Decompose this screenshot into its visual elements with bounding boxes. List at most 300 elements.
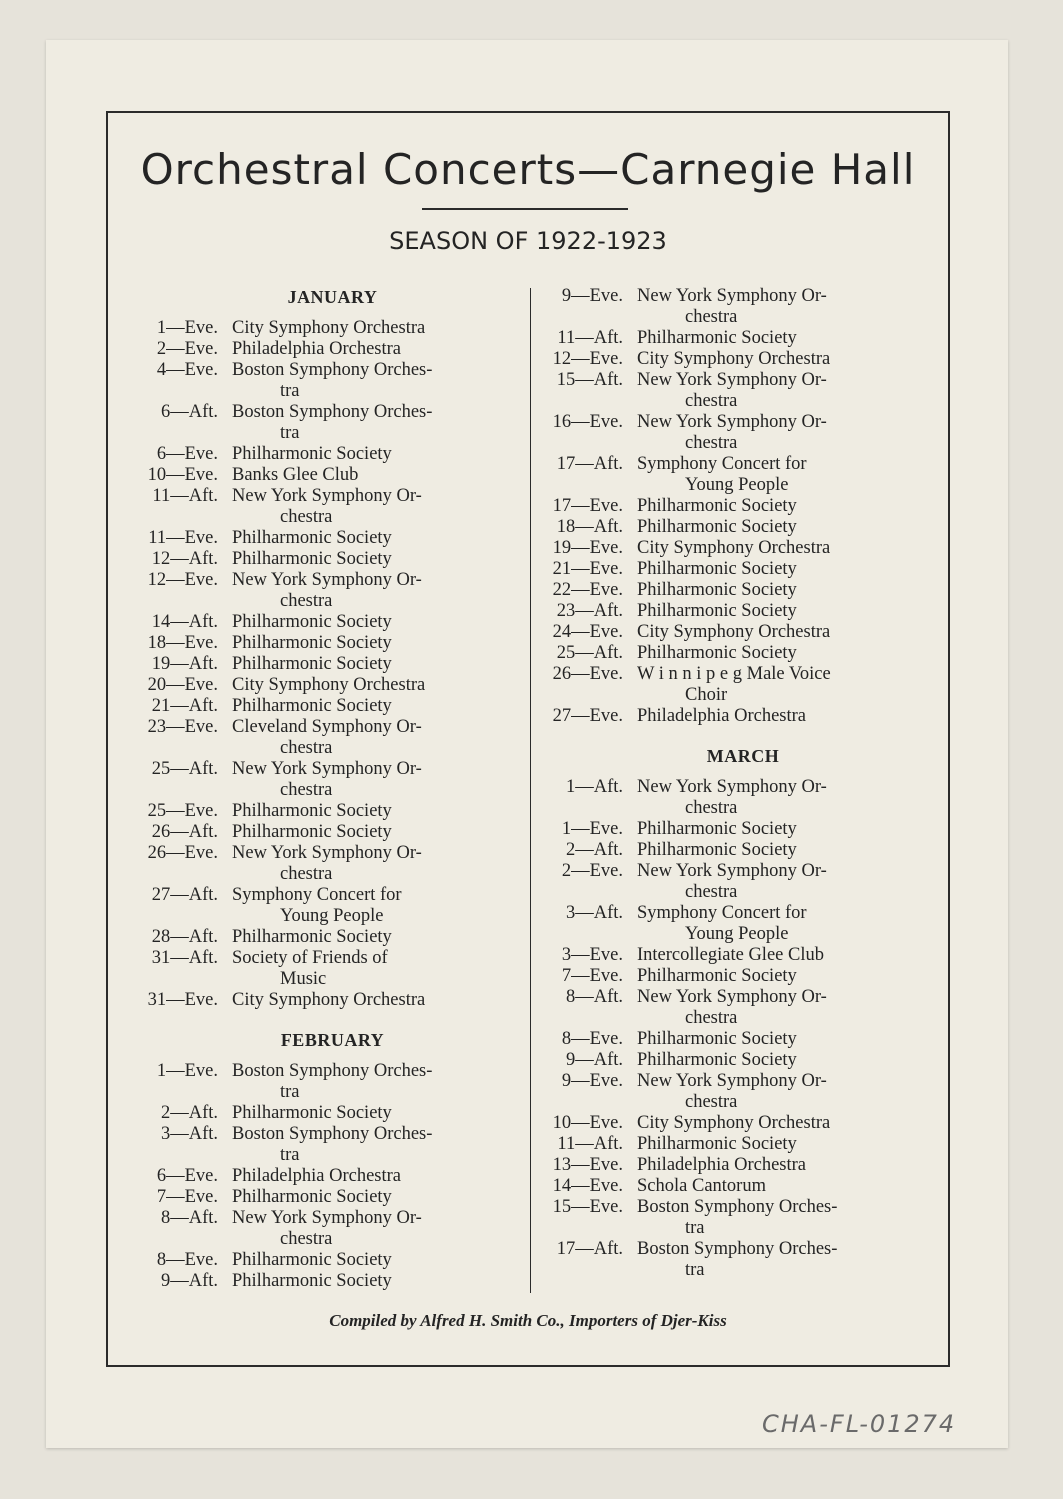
entry-date: 27—Aft. <box>151 885 218 905</box>
performer-name: New York Symphony Or- <box>232 759 422 779</box>
entry-date: 28—Aft. <box>151 927 218 947</box>
schedule-entry <box>120 633 525 654</box>
schedule-entry <box>120 465 525 486</box>
schedule-entry <box>534 1029 932 1050</box>
schedule-entry <box>534 1176 932 1197</box>
entry-performer <box>637 643 932 664</box>
entry-date: 31—Eve. <box>147 990 218 1010</box>
entry-date: 9—Aft. <box>565 1050 623 1070</box>
performer-name-continued: chestra <box>280 738 333 758</box>
entry-date: 6—Eve. <box>156 444 218 464</box>
entry-performer <box>637 903 932 945</box>
schedule-entry <box>120 612 525 633</box>
entry-date: 26—Aft. <box>151 822 218 842</box>
performer-name-continued: chestra <box>280 1229 333 1249</box>
entry-date: 2—Aft. <box>160 1103 218 1123</box>
entry-date: 26—Eve. <box>552 664 623 684</box>
performer-name: Philharmonic Society <box>232 927 392 947</box>
schedule-entry <box>534 777 932 819</box>
schedule-entry <box>120 696 525 717</box>
schedule-entry <box>120 885 525 927</box>
performer-name: Philharmonic Society <box>637 966 797 986</box>
performer-name: Philharmonic Society <box>637 643 797 663</box>
schedule-entry <box>120 570 525 612</box>
schedule-entry <box>534 1113 932 1134</box>
performer-name: Schola Cantorum <box>637 1176 766 1196</box>
schedule-entry <box>120 1124 525 1166</box>
performer-name: Philadelphia Orchestra <box>637 706 807 726</box>
schedule-entry <box>120 339 525 360</box>
entry-performer <box>637 538 932 559</box>
schedule-entry <box>120 1250 525 1271</box>
schedule-entry <box>534 861 932 903</box>
performer-name-continued: chestra <box>685 433 738 453</box>
entry-performer <box>232 885 525 927</box>
entry-performer <box>637 966 932 987</box>
schedule-entry <box>534 1197 932 1239</box>
entry-date: 21—Aft. <box>151 696 218 716</box>
entry-performer <box>232 486 525 528</box>
entry-date: 21—Eve. <box>552 559 623 579</box>
schedule-entry <box>534 286 932 328</box>
entry-date: 23—Aft. <box>556 601 623 621</box>
entry-performer <box>232 1187 525 1208</box>
entry-date: 20—Eve. <box>147 675 218 695</box>
entry-date: 22—Eve. <box>552 580 623 600</box>
entry-date: 8—Aft. <box>160 1208 218 1228</box>
entry-performer <box>232 612 525 633</box>
performer-name: New York Symphony Or- <box>637 987 827 1007</box>
entry-performer <box>232 549 525 570</box>
schedule-entry <box>534 840 932 861</box>
entry-performer <box>637 601 932 622</box>
schedule-entry <box>120 948 525 990</box>
schedule-entry <box>534 987 932 1029</box>
entry-performer <box>232 717 525 759</box>
entry-performer <box>232 948 525 990</box>
schedule-entry <box>534 496 932 517</box>
entry-date: 11—Eve. <box>148 528 218 548</box>
january-list <box>120 318 525 1011</box>
entry-performer <box>232 801 525 822</box>
entry-performer <box>637 840 932 861</box>
entry-date: 12—Aft. <box>151 549 218 569</box>
performer-name-continued: chestra <box>280 591 333 611</box>
performer-name: Banks Glee Club <box>232 465 359 485</box>
schedule-entry <box>120 990 525 1011</box>
performer-name: Boston Symphony Orches- <box>637 1197 838 1217</box>
schedule-entry <box>120 318 525 339</box>
performer-name: New York Symphony Or- <box>232 843 422 863</box>
entry-performer <box>232 927 525 948</box>
entry-date: 3—Eve. <box>561 945 623 965</box>
entry-date: 17—Eve. <box>552 496 623 516</box>
schedule-entry <box>120 717 525 759</box>
performer-name-continued: chestra <box>685 391 738 411</box>
entry-date: 8—Eve. <box>156 1250 218 1270</box>
entry-performer <box>232 402 525 444</box>
entry-date: 3—Aft. <box>160 1124 218 1144</box>
entry-date: 31—Aft. <box>151 948 218 968</box>
performer-name: New York Symphony Or- <box>637 286 827 306</box>
performer-name: Philharmonic Society <box>637 328 797 348</box>
schedule-entry <box>120 927 525 948</box>
performer-name: City Symphony Orchestra <box>637 1113 831 1133</box>
schedule-entry <box>120 444 525 465</box>
entry-performer <box>232 318 525 339</box>
performer-name: Philharmonic Society <box>637 601 797 621</box>
entry-performer <box>232 528 525 549</box>
performer-name-continued: chestra <box>685 882 738 902</box>
schedule-entry <box>120 759 525 801</box>
schedule-entry <box>534 517 932 538</box>
performer-name-continued: Young People <box>685 475 789 495</box>
entry-performer <box>637 861 932 903</box>
entry-date: 19—Eve. <box>552 538 623 558</box>
entry-date: 11—Aft. <box>152 486 218 506</box>
performer-name-continued: tra <box>280 1145 300 1165</box>
schedule-entry <box>534 664 932 706</box>
performer-name: Philharmonic Society <box>637 1029 797 1049</box>
entry-date: 11—Aft. <box>557 1134 623 1154</box>
performer-name-continued: tra <box>280 423 300 443</box>
schedule-entry <box>534 966 932 987</box>
entry-performer <box>232 675 525 696</box>
february-list <box>120 1061 525 1292</box>
performer-name: Cleveland Symphony Or- <box>232 717 422 737</box>
entry-date: 2—Eve. <box>156 339 218 359</box>
performer-name: Philharmonic Society <box>637 496 797 516</box>
performer-name: Intercollegiate Glee Club <box>637 945 824 965</box>
entry-performer <box>637 412 932 454</box>
entry-performer <box>232 1061 525 1103</box>
performer-name: Symphony Concert for <box>232 885 402 905</box>
schedule-entry <box>534 706 932 727</box>
schedule-entry <box>534 945 932 966</box>
march-list <box>534 777 932 1281</box>
performer-name: New York Symphony Or- <box>232 486 422 506</box>
performer-name: City Symphony Orchestra <box>637 349 831 369</box>
entry-date: 18—Aft. <box>556 517 623 537</box>
performer-name-continued: Young People <box>685 924 789 944</box>
schedule-entry <box>120 1103 525 1124</box>
entry-performer <box>637 370 932 412</box>
entry-performer <box>232 990 525 1011</box>
entry-date: 11—Aft. <box>557 328 623 348</box>
entry-performer <box>637 1029 932 1050</box>
schedule-entry <box>534 454 932 496</box>
entry-performer <box>637 454 932 496</box>
schedule-entry <box>534 538 932 559</box>
month-heading-february: FEBRUARY <box>280 1030 385 1050</box>
performer-name-continued: Music <box>280 969 327 989</box>
schedule-entry <box>534 412 932 454</box>
entry-date: 1—Eve. <box>561 819 623 839</box>
entry-performer <box>637 819 932 840</box>
performer-name: New York Symphony Or- <box>232 1208 422 1228</box>
performer-name-continued: tra <box>280 381 300 401</box>
entry-performer <box>637 517 932 538</box>
entry-date: 10—Eve. <box>552 1113 623 1133</box>
entry-date: 1—Eve. <box>156 1061 218 1081</box>
entry-date: 6—Eve. <box>156 1166 218 1186</box>
performer-name: Philadelphia Orchestra <box>637 1155 807 1175</box>
entry-performer <box>232 1124 525 1166</box>
entry-performer <box>232 843 525 885</box>
performer-name: New York Symphony Or- <box>637 1071 827 1091</box>
entry-date: 15—Eve. <box>552 1197 623 1217</box>
schedule-entry <box>120 549 525 570</box>
performer-name: Philharmonic Society <box>637 517 797 537</box>
entry-performer <box>232 1166 525 1187</box>
schedule-entry <box>120 528 525 549</box>
performer-name: New York Symphony Or- <box>637 777 827 797</box>
entry-performer <box>637 1197 932 1239</box>
entry-performer <box>637 1113 932 1134</box>
schedule-entry <box>534 580 932 601</box>
performer-name: Philharmonic Society <box>232 1250 392 1270</box>
schedule-entry <box>120 1166 525 1187</box>
performer-name-continued: Young People <box>280 906 384 926</box>
entry-performer <box>637 987 932 1029</box>
entry-date: 17—Aft. <box>556 1239 623 1259</box>
schedule-entry <box>534 1239 932 1281</box>
compiler-credit: Compiled by Alfred H. Smith Co., Importers of Djer-Kiss <box>329 1311 727 1330</box>
schedule-entry <box>534 622 932 643</box>
performer-name: Philharmonic Society <box>232 612 392 632</box>
entry-performer <box>232 1271 525 1292</box>
entry-performer <box>637 580 932 601</box>
performer-name: W i n n i p e g Male Voice <box>637 664 831 684</box>
month-heading-march: MARCH <box>706 746 780 766</box>
performer-name: Philharmonic Society <box>637 819 797 839</box>
performer-name: New York Symphony Or- <box>232 570 422 590</box>
entry-performer <box>232 444 525 465</box>
entry-date: 2—Aft. <box>565 840 623 860</box>
schedule-entry <box>120 1271 525 1292</box>
entry-performer <box>232 696 525 717</box>
schedule-entry <box>120 843 525 885</box>
performer-name: Philharmonic Society <box>232 822 392 842</box>
title-rule <box>422 208 628 210</box>
performer-name-continued: chestra <box>280 780 333 800</box>
entry-performer <box>232 1103 525 1124</box>
schedule-entry <box>120 1061 525 1103</box>
performer-name: City Symphony Orchestra <box>232 990 426 1010</box>
entry-date: 23—Eve. <box>147 717 218 737</box>
entry-date: 12—Eve. <box>147 570 218 590</box>
season-heading: SEASON OF 1922-1923 <box>389 227 667 255</box>
entry-performer <box>232 360 525 402</box>
performer-name-continued: chestra <box>685 307 738 327</box>
entry-date: 7—Eve. <box>156 1187 218 1207</box>
entry-date: 3—Aft. <box>565 903 623 923</box>
schedule-entry <box>534 1134 932 1155</box>
left-column <box>120 287 525 1292</box>
entry-date: 12—Eve. <box>552 349 623 369</box>
column-divider <box>530 288 531 1293</box>
entry-date: 19—Aft. <box>151 654 218 674</box>
performer-name-continued: tra <box>280 1082 300 1102</box>
performer-name: City Symphony Orchestra <box>637 538 831 558</box>
entry-date: 25—Eve. <box>147 801 218 821</box>
schedule-entry <box>534 643 932 664</box>
entry-performer <box>637 945 932 966</box>
schedule-entry <box>534 903 932 945</box>
performer-name: Philharmonic Society <box>232 654 392 674</box>
entry-performer <box>637 286 932 328</box>
performer-name: Boston Symphony Orches- <box>232 1124 433 1144</box>
schedule-entry <box>534 349 932 370</box>
performer-name: Boston Symphony Orches- <box>232 360 433 380</box>
performer-name: Philharmonic Society <box>232 1187 392 1207</box>
page-title: Orchestral Concerts—Carnegie Hall <box>140 145 916 194</box>
entry-date: 9—Aft. <box>160 1271 218 1291</box>
entry-date: 7—Eve. <box>561 966 623 986</box>
entry-performer <box>232 654 525 675</box>
performer-name: Boston Symphony Orches- <box>637 1239 838 1259</box>
schedule-entry <box>120 801 525 822</box>
entry-date: 18—Eve. <box>147 633 218 653</box>
entry-date: 8—Eve. <box>561 1029 623 1049</box>
performer-name: Philharmonic Society <box>637 840 797 860</box>
performer-name: Philharmonic Society <box>232 444 392 464</box>
entry-performer <box>637 1155 932 1176</box>
performer-name: Boston Symphony Orches- <box>232 402 433 422</box>
performer-name: Philharmonic Society <box>232 528 392 548</box>
performer-name-continued: tra <box>685 1218 705 1238</box>
entry-performer <box>637 1050 932 1071</box>
entry-date: 27—Eve. <box>552 706 623 726</box>
schedule-entry <box>120 402 525 444</box>
schedule-entry <box>120 822 525 843</box>
entry-performer <box>637 706 932 727</box>
entry-date: 1—Aft. <box>565 777 623 797</box>
performer-name: New York Symphony Or- <box>637 412 827 432</box>
schedule-entry <box>534 559 932 580</box>
entry-performer <box>232 465 525 486</box>
entry-performer <box>637 1071 932 1113</box>
entry-date: 8—Aft. <box>565 987 623 1007</box>
entry-date: 16—Eve. <box>552 412 623 432</box>
performer-name: City Symphony Orchestra <box>232 675 426 695</box>
schedule-entry <box>120 360 525 402</box>
performer-name: Philharmonic Society <box>232 696 392 716</box>
entry-performer <box>637 328 932 349</box>
entry-performer <box>637 1239 932 1281</box>
entry-date: 26—Eve. <box>147 843 218 863</box>
schedule-entry <box>120 486 525 528</box>
performer-name: New York Symphony Or- <box>637 370 827 390</box>
schedule-entry <box>534 1050 932 1071</box>
performer-name: Society of Friends of <box>232 948 388 968</box>
entry-date: 14—Aft. <box>151 612 218 632</box>
entry-date: 1—Eve. <box>156 318 218 338</box>
performer-name-continued: Choir <box>685 685 728 705</box>
performer-name: Symphony Concert for <box>637 903 807 923</box>
performer-name: Philharmonic Society <box>232 1271 392 1291</box>
entry-performer <box>637 349 932 370</box>
entry-performer <box>637 1134 932 1155</box>
performer-name: New York Symphony Or- <box>637 861 827 881</box>
performer-name: Philharmonic Society <box>232 1103 392 1123</box>
entry-performer <box>637 1176 932 1197</box>
entry-date: 25—Aft. <box>556 643 623 663</box>
entry-performer <box>637 559 932 580</box>
performer-name: Philharmonic Society <box>232 633 392 653</box>
entry-performer <box>232 1250 525 1271</box>
entry-date: 17—Aft. <box>556 454 623 474</box>
entry-performer <box>637 777 932 819</box>
schedule-entry <box>120 1208 525 1250</box>
entry-performer <box>637 622 932 643</box>
performer-name-continued: chestra <box>685 1092 738 1112</box>
performer-name: Philharmonic Society <box>637 1134 797 1154</box>
performer-name-continued: chestra <box>685 1008 738 1028</box>
entry-date: 2—Eve. <box>561 861 623 881</box>
schedule-entry <box>120 654 525 675</box>
schedule-entry <box>534 1071 932 1113</box>
schedule-entry <box>120 675 525 696</box>
performer-name: Philharmonic Society <box>637 1050 797 1070</box>
entry-date: 25—Aft. <box>151 759 218 779</box>
performer-name: City Symphony Orchestra <box>232 318 426 338</box>
schedule-entry <box>534 1155 932 1176</box>
entry-performer <box>232 822 525 843</box>
entry-performer <box>232 570 525 612</box>
entry-date: 14—Eve. <box>552 1176 623 1196</box>
performer-name-continued: tra <box>685 1260 705 1280</box>
entry-date: 13—Eve. <box>552 1155 623 1175</box>
schedule-entry <box>534 328 932 349</box>
performer-name-continued: chestra <box>685 798 738 818</box>
february-continued-list <box>534 286 932 727</box>
entry-date: 6—Aft. <box>160 402 218 422</box>
entry-performer <box>232 1208 525 1250</box>
performer-name: Symphony Concert for <box>637 454 807 474</box>
performer-name: City Symphony Orchestra <box>637 622 831 642</box>
entry-date: 9—Eve. <box>561 1071 623 1091</box>
month-heading-january: JANUARY <box>287 287 378 307</box>
performer-name: Philharmonic Society <box>232 801 392 821</box>
schedule-entry <box>534 601 932 622</box>
performer-name: Philadelphia Orchestra <box>232 339 402 359</box>
right-column <box>534 286 932 1281</box>
catalog-mark-text: CHA-FL-01274 <box>762 1410 957 1438</box>
performer-name: Philadelphia Orchestra <box>232 1166 402 1186</box>
entry-date: 9—Eve. <box>561 286 623 306</box>
entry-performer <box>637 496 932 517</box>
schedule-entry <box>120 1187 525 1208</box>
entry-performer <box>637 664 932 706</box>
entry-date: 15—Aft. <box>556 370 623 390</box>
performer-name-continued: chestra <box>280 507 333 527</box>
performer-name-continued: chestra <box>280 864 333 884</box>
schedule-entry <box>534 819 932 840</box>
entry-date: 4—Eve. <box>156 360 218 380</box>
schedule-entry <box>534 370 932 412</box>
performer-name: Philharmonic Society <box>637 559 797 579</box>
performer-name: Philharmonic Society <box>637 580 797 600</box>
entry-date: 10—Eve. <box>147 465 218 485</box>
entry-performer <box>232 633 525 654</box>
entry-performer <box>232 759 525 801</box>
catalog-mark <box>762 1406 1002 1440</box>
entry-performer <box>232 339 525 360</box>
performer-name: Philharmonic Society <box>232 549 392 569</box>
entry-date: 24—Eve. <box>552 622 623 642</box>
performer-name: Boston Symphony Orches- <box>232 1061 433 1081</box>
